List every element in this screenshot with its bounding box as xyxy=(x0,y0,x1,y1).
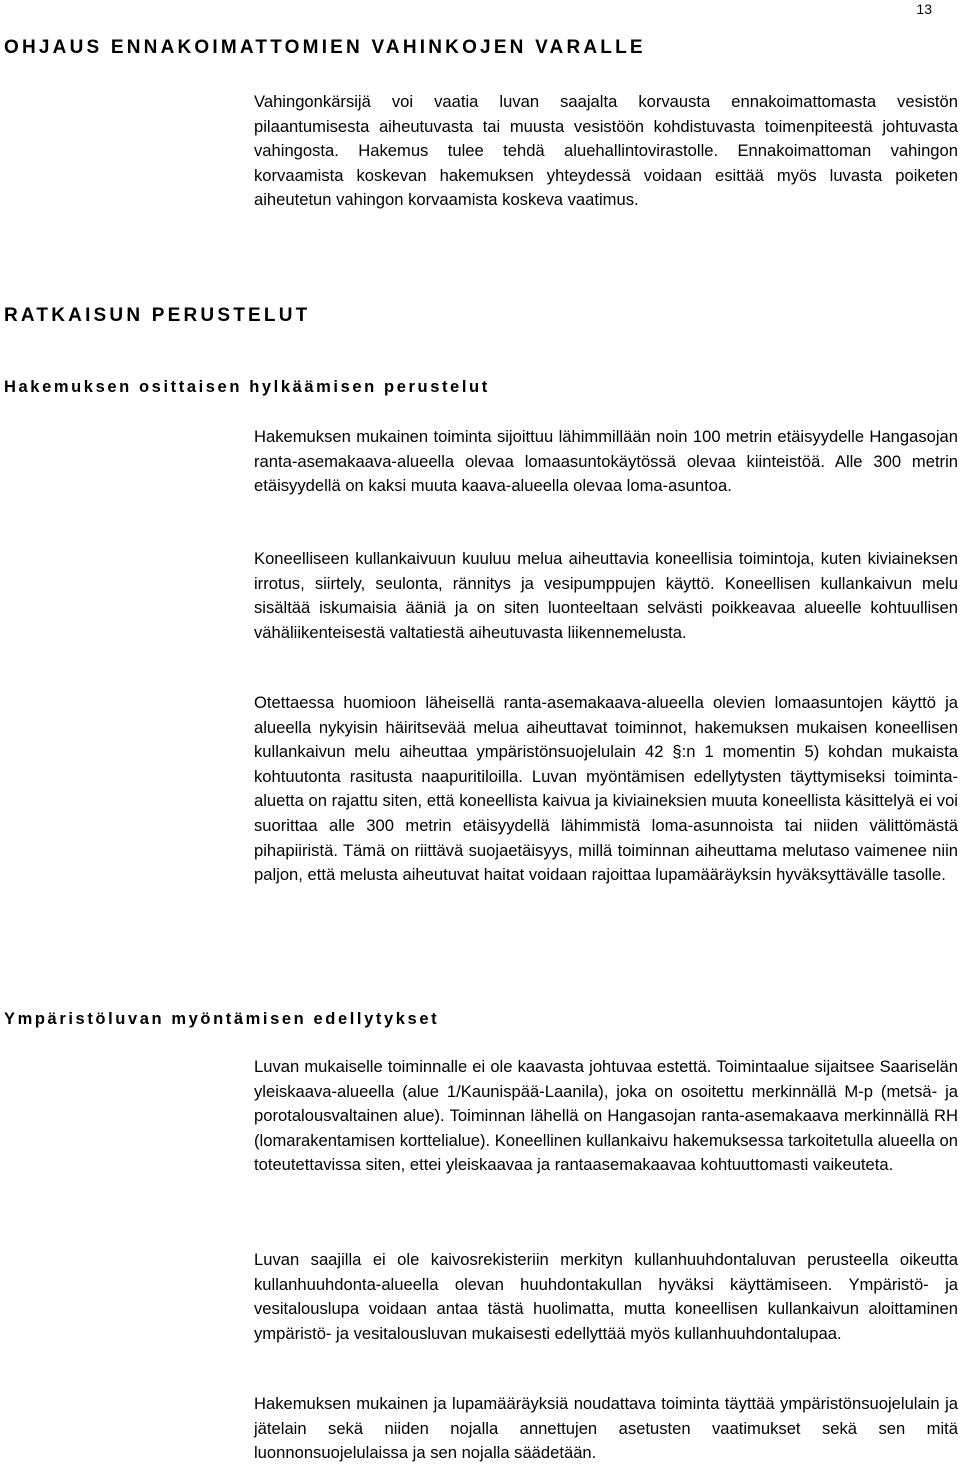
paragraph-edellytykset-3: Hakemuksen mukainen ja lupamääräyksiä noudattava toiminta täyttää ympäristönsuojelulain ja jätelain sekä niiden nojalla annettujen asetusten vaatimukset sekä sen mitä luonnonsuojelulaissa ja sen nojalla säädetään. xyxy=(254,1394,958,1463)
paragraph-edellytykset-1: Luvan mukaiselle toiminnalle ei ole kaavasta johtuvaa estettä. Toimintaalue sijaitsee Saariselän yleiskaava-alueella (alue 1/Kaunispää-Laanila), joka on osoitettu merkinnällä M-p (metsä- ja porotalousvaltainen alue). Toiminnan lähellä on Hangasojan ranta-asemakaava merkinnällä RH (lomarakentamisen korttelialue). Koneellinen kullankaivu hakemuksessa tarkoitetulla alueella on toteutettavissa siten, ettei yleiskaavaa ja rantaasemakaavaa kohtuuttomasti vaikeuteta. xyxy=(254,1057,958,1175)
subheading-hylkaaminen: Hakemuksen osittaisen hylkäämisen perustelut xyxy=(4,378,490,396)
paragraph-edellytykset-2: Luvan saajilla ei ole kaivosrekisteriin merkityn kullanhuuhdontaluvan perusteella oikeutta kullanhuuhdonta-alueella olevan huuhdontakullan hyväksi käyttämiseen. Ympäristö- ja vesitalouslupa voidaan antaa tästä huolimatta, mutta koneellisen kullankaivun aloittaminen ympäristö- ja vesitalousluvan mukaisesti edellyttää myös kullanhuuhdontalupaa. xyxy=(254,1250,958,1343)
section-heading-ohjaus: OHJAUS ENNAKOIMATTOMIEN VAHINKOJEN VARALLE xyxy=(4,37,646,58)
paragraph-ohjaus-1: Vahingonkärsijä voi vaatia luvan saajalta korvausta ennakoimattomasta vesistön pilaantumisesta aiheutuvasta tai muusta vesistöön kohdistuvasta toimenpiteestä johtuvasta vahingosta. Hakemus tulee tehdä aluehallintovirastolle. Ennakoimattoman vahingon korvaamista koskevan hakemuksen yhteydessä voidaan esittää myös luvasta poiketen aiheutetun vahingon korvaamista koskeva vaatimus. xyxy=(254,92,958,210)
section-heading-ratkaisun-perustelut: RATKAISUN PERUSTELUT xyxy=(4,305,311,326)
page-number: 13 xyxy=(916,1,932,17)
paragraph-hylkaaminen-1: Hakemuksen mukainen toiminta sijoittuu lähimmillään noin 100 metrin etäisyydelle Hangasojan ranta-asemakaava-alueella olevaa lomaasuntokäytössä olevaa kiinteistöä. Alle 300 metrin etäisyydellä on kaksi muuta kaava-alueella olevaa loma-asuntoa. xyxy=(254,427,958,496)
subheading-edellytykset: Ympäristöluvan myöntämisen edellytykset xyxy=(4,1010,440,1028)
paragraph-hylkaaminen-3: Otettaessa huomioon läheisellä ranta-asemakaava-alueella olevien lomaasuntojen käyttö ja alueella nykyisin häiritsevää melua aiheuttavat toiminnot, hakemuksen mukaisen koneellisen kullankaivun melu aiheuttaa ympäristönsuojelulain 42 §:n 1 momentin 5) kohdan mukaista kohtuutonta rasitusta naapuritiloilla. Luvan myöntämisen edellytysten täyttymiseksi toiminta-aluetta on rajattu siten, että koneellista kaivua ja kiviaineksien muuta koneellista käsittelyä ei voi suorittaa alle 300 metrin etäisyydellä lähimmistä loma-asunnoista tai niiden välittömästä pihapiiristä. Tämä on riittävä suojaetäisyys, millä toiminnan aiheuttama melutaso vaimenee niin paljon, että melusta aiheutuvat haitat voidaan rajoittaa lupamääräyksin hyväksyttävälle tasolle. xyxy=(254,693,958,885)
paragraph-hylkaaminen-2: Koneelliseen kullankaivuun kuuluu melua aiheuttavia koneellisia toimintoja, kuten kiviaineksen irrotus, siirtely, seulonta, rännitys ja vesipumppujen käyttö. Koneellisen kullankaivun melu sisältää iskumaisia ääniä ja on siten luonteeltaan selvästi poikkeavaa alueelle kohtuullisen vähäliikenteisestä valtatiestä aiheutuvasta liikennemelusta. xyxy=(254,549,958,642)
